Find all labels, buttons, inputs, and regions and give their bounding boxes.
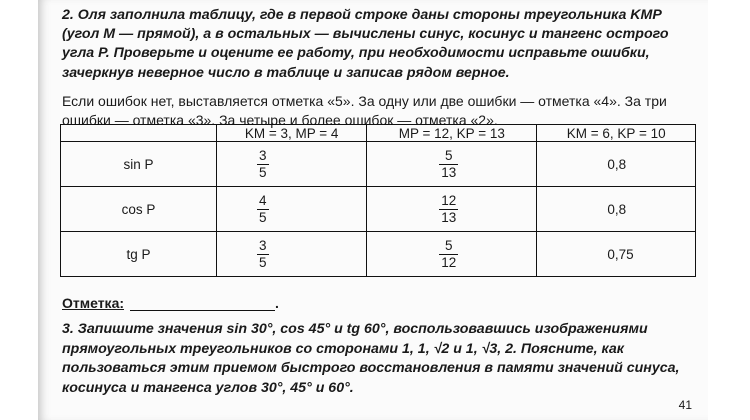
page-number: 41 xyxy=(678,398,692,412)
denominator: 5 xyxy=(259,209,267,225)
header-cell: KM = 6, KP = 10 xyxy=(537,125,696,142)
numerator: 3 xyxy=(259,147,267,163)
mark-end: . xyxy=(275,295,279,311)
denominator: 12 xyxy=(441,254,457,270)
denominator: 13 xyxy=(441,209,457,225)
header-empty-cell xyxy=(61,125,217,142)
mark-label: Отметка: xyxy=(62,295,125,311)
numerator: 5 xyxy=(439,238,458,255)
fraction xyxy=(257,193,269,226)
fraction xyxy=(439,238,458,271)
fraction xyxy=(439,193,458,226)
denominator: 5 xyxy=(259,164,267,180)
table-row xyxy=(61,187,696,232)
denominator: 13 xyxy=(441,164,457,180)
denominator: 5 xyxy=(259,254,267,270)
header-cell: KM = 3, MP = 4 xyxy=(217,125,367,142)
row-label: tg P xyxy=(61,232,217,277)
mark-blank-line xyxy=(130,298,275,311)
answers-table xyxy=(60,124,696,277)
task2-instruction: 2. Оля заполнила таблицу, где в первой строке даны стороны треугольника KMP (угол M — прямой), а в остальных — вычислены синус, косинус и тангенс острого угла P. Проверьте и оцените ее работу, при необходимости исправьте ошибки, зачеркнув неверное число в таблице и записав рядом верное. xyxy=(62,7,669,81)
table-row xyxy=(61,232,696,277)
mark-line xyxy=(62,295,279,311)
task2-grading: Если ошибок нет, выставляется отметка «5». За одну или две ошибки — отметка «4». За три ошибки — отметка «3». За четыре и более ошибок — отметка «2». xyxy=(62,93,667,128)
fraction xyxy=(257,238,269,271)
table-row xyxy=(61,142,696,187)
table-cell xyxy=(367,187,537,232)
task3-text: 3. Запишите значения sin 30°, cos 45° и tg 60°, воспользовавшись изображениями прямоугольных треугольников со сторонами 1, 1, √2 и 1, √3, 2. Поясните, как пользоваться этим приемом быстрого восстановления в памяти значений синуса, косинуса и тангенса углов 30°, 45° и 60°. xyxy=(62,321,680,396)
table-cell xyxy=(217,187,367,232)
numerator: 4 xyxy=(259,192,267,208)
numerator: 12 xyxy=(441,192,457,208)
table-cell xyxy=(367,232,537,277)
table-cell: 0,75 xyxy=(537,232,696,277)
table-cell: 0,8 xyxy=(537,187,696,232)
table-cell xyxy=(367,142,537,187)
fraction xyxy=(439,148,458,181)
table-cell xyxy=(217,232,367,277)
numerator: 5 xyxy=(439,148,458,165)
row-label: sin P xyxy=(61,142,217,187)
header-cell: MP = 12, KP = 13 xyxy=(367,125,537,142)
row-label: cos P xyxy=(61,187,217,232)
fraction xyxy=(257,148,269,181)
table-header-row xyxy=(61,125,696,142)
table-cell: 0,8 xyxy=(537,142,696,187)
numerator: 3 xyxy=(259,237,267,253)
table-cell xyxy=(217,142,367,187)
